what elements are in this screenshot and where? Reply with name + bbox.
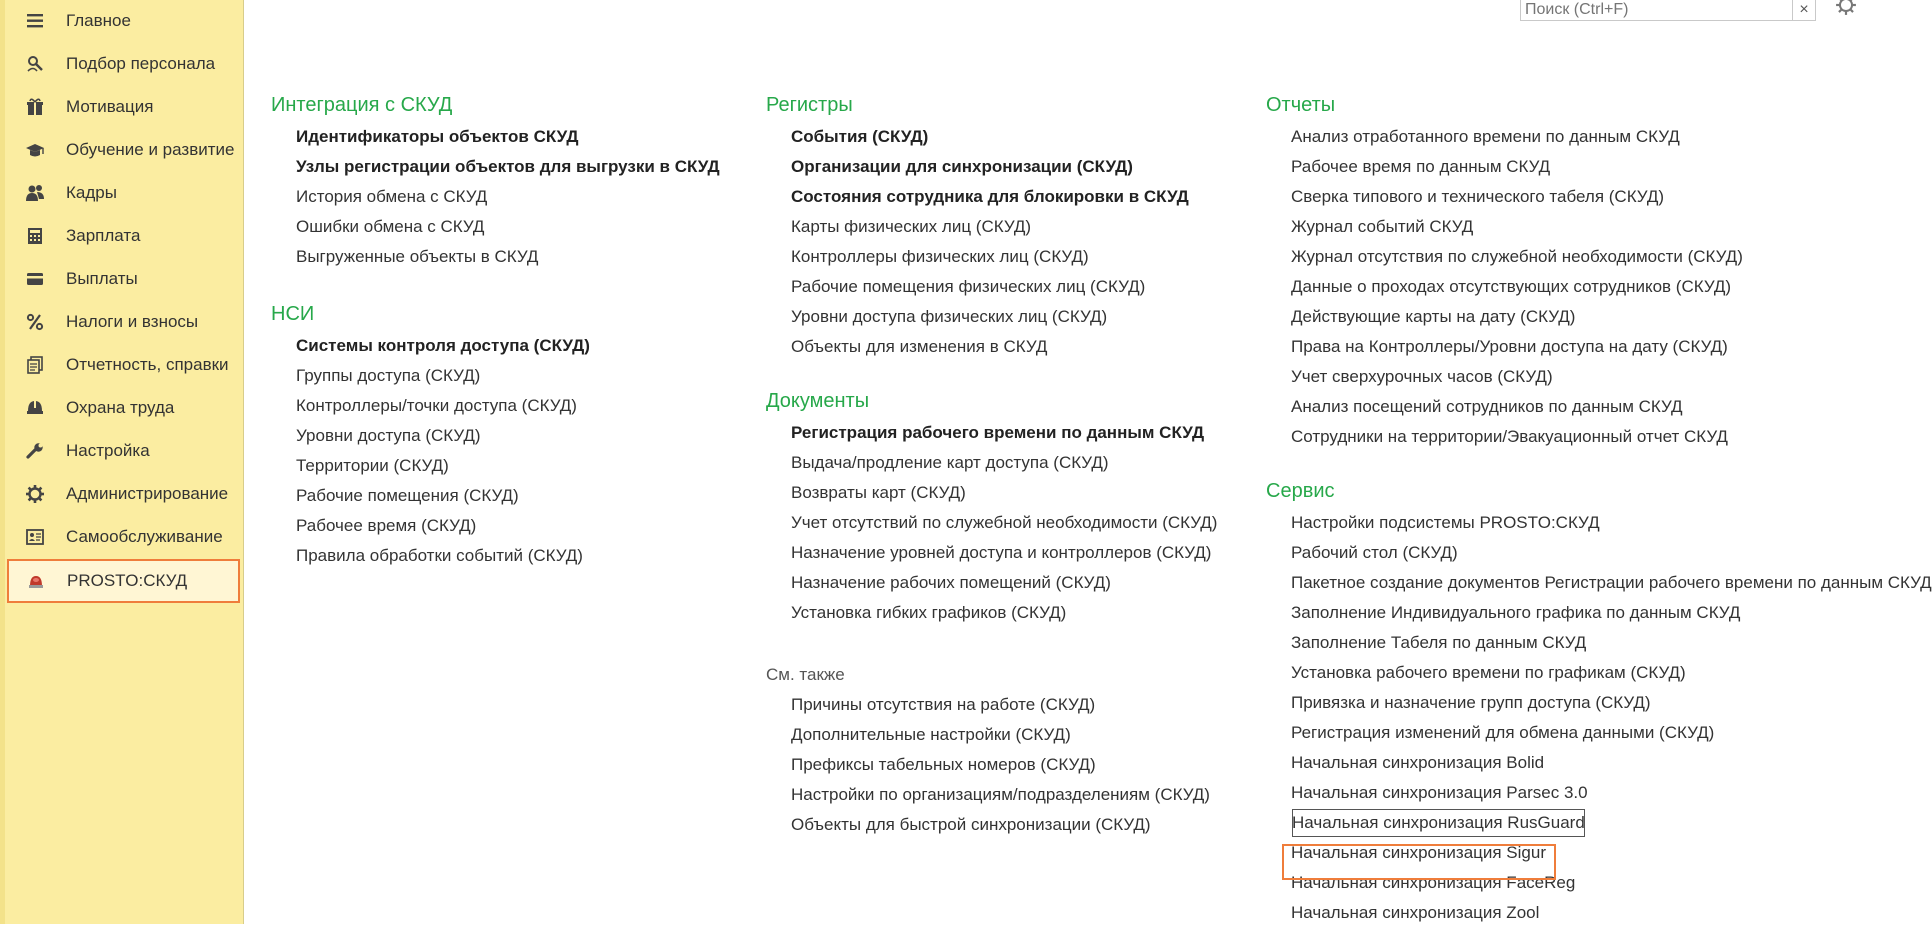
link-sync-parsec[interactable]: Начальная синхронизация Parsec 3.0 bbox=[1291, 783, 1588, 802]
link-set-work-time[interactable]: Установка рабочего времени по графикам (СКУД) bbox=[1291, 663, 1686, 682]
sidebar-item-label: Главное bbox=[66, 11, 131, 30]
link-person-access-levels[interactable]: Уровни доступа физических лиц (СКУД) bbox=[791, 307, 1108, 326]
gear-icon bbox=[22, 484, 48, 504]
sidebar-item-motivation[interactable] bbox=[8, 86, 239, 128]
link-report-access-rights[interactable]: Права на Контроллеры/Уровни доступа на дату (СКУД) bbox=[1291, 337, 1728, 356]
link-report-evacuation[interactable]: Сотрудники на территории/Эвакуационный отчет СКУД bbox=[1291, 427, 1728, 446]
section-title-registers: Регистры bbox=[766, 94, 853, 116]
sidebar-item-label: Администрирование bbox=[66, 484, 229, 503]
column-integration bbox=[271, 78, 720, 571]
column-registers bbox=[766, 78, 1217, 840]
link-report-absent-passes[interactable]: Данные о проходах отсутствующих сотрудников (СКУД) bbox=[1291, 277, 1732, 296]
section-title-documents: Документы bbox=[766, 390, 870, 412]
link-sync-bolid[interactable]: Начальная синхронизация Bolid bbox=[1291, 753, 1545, 772]
link-subsystem-settings[interactable]: Настройки подсистемы PROSTO:СКУД bbox=[1291, 513, 1600, 532]
link-org-settings[interactable]: Настройки по организациям/подразделениям (СКУД) bbox=[791, 785, 1210, 804]
sidebar-item-label: Подбор персонала bbox=[66, 54, 216, 73]
section-title-nsi: НСИ bbox=[271, 303, 315, 325]
documents-icon bbox=[22, 355, 48, 375]
highlight-box-sigur bbox=[1282, 844, 1556, 880]
link-sync-sigur[interactable]: Начальная синхронизация Sigur bbox=[1291, 843, 1546, 862]
link-workrooms[interactable]: Рабочие помещения (СКУД) bbox=[296, 486, 519, 505]
link-report-worked-time[interactable]: Анализ отработанного времени по данным СКУД bbox=[1291, 127, 1680, 146]
link-report-active-cards[interactable]: Действующие карты на дату (СКУД) bbox=[1291, 307, 1576, 326]
section-title-reports: Отчеты bbox=[1266, 94, 1336, 116]
link-fill-individual-schedule[interactable]: Заполнение Индивидуального графика по данным СКУД bbox=[1291, 603, 1741, 622]
section-title-service: Сервис bbox=[1266, 480, 1335, 502]
link-sync-rusguard[interactable] bbox=[1266, 808, 1932, 838]
sidebar-item-label: Охрана труда bbox=[66, 398, 175, 417]
link-controllers[interactable]: Контроллеры/точки доступа (СКУД) bbox=[296, 396, 577, 415]
link-report-event-log[interactable]: Журнал событий СКУД bbox=[1291, 217, 1474, 236]
sidebar-item-hr[interactable] bbox=[8, 172, 239, 214]
link-quick-sync-objects[interactable]: Объекты для быстрой синхронизации (СКУД) bbox=[791, 815, 1151, 834]
sidebar-item-label: Мотивация bbox=[66, 97, 154, 116]
section-title-see-also: См. также bbox=[766, 665, 845, 684]
recruit-icon bbox=[22, 54, 48, 74]
wrench-icon bbox=[22, 441, 48, 461]
link-sync-zool[interactable]: Начальная синхронизация Zool bbox=[1291, 903, 1540, 922]
calculator-icon bbox=[22, 226, 48, 246]
link-person-workrooms[interactable]: Рабочие помещения физических лиц (СКУД) bbox=[791, 277, 1146, 296]
graduation-cap-icon bbox=[22, 140, 48, 160]
link-sync-organizations[interactable]: Организации для синхронизации (СКУД) bbox=[791, 157, 1133, 176]
link-person-controllers[interactable]: Контроллеры физических лиц (СКУД) bbox=[791, 247, 1089, 266]
link-report-timesheet-check[interactable]: Сверка типового и технического табеля (СКУД) bbox=[1291, 187, 1665, 206]
link-additional-settings[interactable]: Дополнительные настройки (СКУД) bbox=[791, 725, 1071, 744]
sidebar-item-taxes[interactable] bbox=[8, 301, 239, 343]
link-register-changes[interactable]: Регистрация изменений для обмена данными (СКУД) bbox=[1291, 723, 1715, 742]
link-territories[interactable]: Территории (СКУД) bbox=[296, 456, 449, 475]
id-card-icon bbox=[22, 527, 48, 547]
link-person-cards[interactable]: Карты физических лиц (СКУД) bbox=[791, 217, 1032, 236]
sidebar-item-label: Настройка bbox=[66, 441, 150, 460]
sidebar-item-prosto-skud[interactable] bbox=[7, 559, 240, 603]
link-exchange-errors[interactable]: Ошибки обмена с СКУД bbox=[296, 217, 485, 236]
sidebar-item-label: Обучение и развитие bbox=[66, 140, 235, 159]
link-registration-nodes[interactable]: Узлы регистрации объектов для выгрузки в СКУД bbox=[296, 157, 720, 176]
link-access-groups[interactable]: Группы доступа (СКУД) bbox=[296, 366, 481, 385]
sidebar-item-label: Налоги и взносы bbox=[66, 312, 199, 331]
link-events[interactable]: События (СКУД) bbox=[791, 127, 929, 146]
sidebar-item-labor-safety[interactable] bbox=[8, 387, 239, 429]
link-bind-access-groups[interactable]: Привязка и назначение групп доступа (СКУД) bbox=[1291, 693, 1651, 712]
link-assign-workrooms[interactable]: Назначение рабочих помещений (СКУД) bbox=[791, 573, 1111, 592]
sidebar-item-label: Отчетность, справки bbox=[66, 355, 229, 374]
link-report-overtime[interactable]: Учет сверхурочных часов (СКУД) bbox=[1291, 367, 1553, 386]
section-title-integration: Интеграция с СКУД bbox=[271, 94, 453, 116]
sidebar-item-label: Самообслуживание bbox=[66, 527, 223, 546]
link-report-visits[interactable]: Анализ посещений сотрудников по данным СКУД bbox=[1291, 397, 1683, 416]
link-access-control-systems[interactable]: Системы контроля доступа (СКУД) bbox=[296, 336, 590, 355]
link-absence-reasons[interactable]: Причины отсутствия на работе (СКУД) bbox=[791, 695, 1096, 714]
sidebar-item-administration[interactable] bbox=[8, 473, 239, 515]
sidebar-item-settings[interactable] bbox=[8, 430, 239, 472]
settings-gear-icon[interactable] bbox=[1835, 0, 1857, 16]
link-card-issue[interactable]: Выдача/продление карт доступа (СКУД) bbox=[791, 453, 1109, 472]
link-skud-object-ids[interactable]: Идентификаторы объектов СКУД bbox=[296, 127, 579, 146]
sidebar-item-payments[interactable] bbox=[8, 258, 239, 300]
link-batch-create[interactable]: Пакетное создание документов Регистрации рабочего времени по данным СКУД bbox=[1291, 573, 1932, 592]
sidebar-item-label: Кадры bbox=[66, 183, 117, 202]
sidebar-item-self-service[interactable] bbox=[8, 516, 239, 558]
sidebar bbox=[0, 0, 244, 924]
link-report-absence-log[interactable]: Журнал отсутствия по служебной необходимости (СКУД) bbox=[1291, 247, 1743, 266]
link-report-working-time[interactable]: Рабочее время по данным СКУД bbox=[1291, 157, 1551, 176]
link-card-returns[interactable]: Возвраты карт (СКУД) bbox=[791, 483, 966, 502]
card-icon bbox=[22, 269, 48, 289]
percent-icon bbox=[22, 312, 48, 332]
sidebar-item-main[interactable] bbox=[8, 0, 239, 42]
link-sync-rusguard-label: Начальная синхронизация RusGuard bbox=[1291, 808, 1586, 838]
sidebar-item-label: Зарплата bbox=[66, 226, 141, 245]
link-fill-timesheet[interactable]: Заполнение Табеля по данным СКУД bbox=[1291, 633, 1587, 652]
link-objects-to-change[interactable]: Объекты для изменения в СКУД bbox=[791, 337, 1048, 356]
link-assign-access-levels[interactable]: Назначение уровней доступа и контроллеров (СКУД) bbox=[791, 543, 1212, 562]
helmet-icon bbox=[22, 398, 48, 418]
link-desktop[interactable]: Рабочий стол (СКУД) bbox=[1291, 543, 1458, 562]
link-employee-block-states[interactable]: Состояния сотрудника для блокировки в СКУД bbox=[791, 187, 1189, 206]
search-clear-button[interactable]: × bbox=[1793, 0, 1816, 21]
gift-icon bbox=[22, 97, 48, 117]
sidebar-item-label: Выплаты bbox=[66, 269, 138, 288]
sidebar-item-reports[interactable] bbox=[8, 344, 239, 386]
link-access-levels[interactable]: Уровни доступа (СКУД) bbox=[296, 426, 481, 445]
link-exchange-history[interactable]: История обмена с СКУД bbox=[296, 187, 488, 206]
link-flexible-schedules[interactable]: Установка гибких графиков (СКУД) bbox=[791, 603, 1067, 622]
people-icon bbox=[22, 183, 48, 203]
link-event-rules[interactable]: Правила обработки событий (СКУД) bbox=[296, 546, 583, 565]
link-business-absence[interactable]: Учет отсутствий по служебной необходимости (СКУД) bbox=[791, 513, 1218, 532]
prosto-icon bbox=[23, 571, 49, 591]
menu-icon bbox=[22, 11, 48, 31]
link-sync-facereg[interactable]: Начальная синхронизация FaceReg bbox=[1291, 873, 1576, 892]
sidebar-item-salary[interactable] bbox=[8, 215, 239, 257]
sidebar-item-label: PROSTO:СКУД bbox=[67, 571, 188, 590]
link-working-time[interactable]: Рабочее время (СКУД) bbox=[296, 516, 477, 535]
link-exported-objects[interactable]: Выгруженные объекты в СКУД bbox=[296, 247, 539, 266]
sidebar-item-recruitment[interactable] bbox=[8, 43, 239, 85]
link-work-time-registration[interactable]: Регистрация рабочего времени по данным СКУД bbox=[791, 423, 1205, 442]
sidebar-item-training[interactable] bbox=[8, 129, 239, 171]
column-reports bbox=[1266, 78, 1932, 928]
link-personnel-prefixes[interactable]: Префиксы табельных номеров (СКУД) bbox=[791, 755, 1096, 774]
search-input[interactable] bbox=[1520, 0, 1793, 21]
